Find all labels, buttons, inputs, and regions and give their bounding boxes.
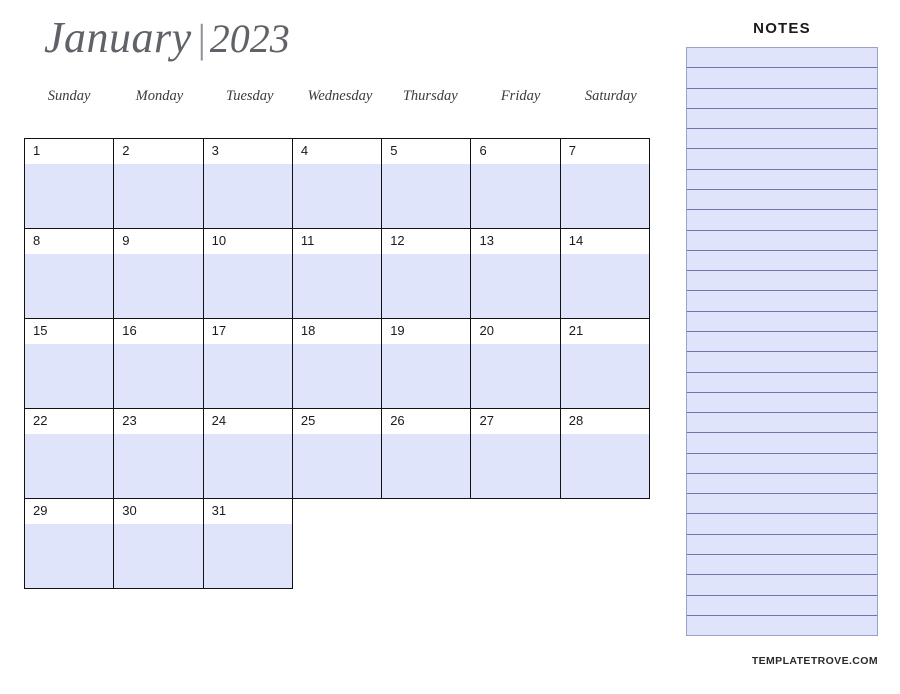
day-note-area[interactable] (204, 524, 292, 588)
day-number: 21 (568, 323, 584, 338)
title-month: January (44, 13, 192, 62)
site-credit: TEMPLATETROVE.COM (751, 655, 878, 667)
note-line[interactable] (687, 190, 877, 210)
day-note-area[interactable] (114, 254, 202, 318)
weekday-header-row (24, 88, 656, 105)
day-note-area[interactable] (471, 344, 559, 408)
note-line[interactable] (687, 89, 877, 109)
day-note-area[interactable] (204, 434, 292, 498)
day-note-area[interactable] (382, 344, 470, 408)
day-note-area[interactable] (25, 344, 113, 408)
day-cell[interactable] (381, 228, 471, 319)
weekday-thursday: Thursday (402, 88, 458, 104)
day-cell[interactable] (203, 498, 293, 589)
day-note-area[interactable] (114, 344, 202, 408)
day-cell[interactable] (381, 408, 471, 499)
note-line[interactable] (687, 210, 877, 230)
page-title (44, 12, 290, 63)
day-cell-empty (292, 498, 382, 589)
day-number: 25 (300, 413, 316, 428)
day-cell[interactable] (470, 228, 560, 319)
day-number: 7 (568, 143, 577, 158)
day-cell[interactable] (113, 498, 203, 589)
day-number: 9 (122, 233, 130, 248)
day-note-area[interactable] (561, 164, 649, 228)
note-line[interactable] (687, 109, 877, 129)
note-line[interactable] (687, 413, 877, 433)
day-cell[interactable] (470, 408, 560, 499)
week-row (24, 138, 656, 228)
title-year: 2023 (209, 16, 290, 61)
day-note-area[interactable] (382, 254, 470, 318)
day-cell[interactable] (203, 318, 293, 409)
note-line[interactable] (687, 373, 877, 393)
day-number: 23 (122, 413, 137, 428)
day-note-area[interactable] (471, 164, 559, 228)
day-number: 13 (479, 233, 494, 248)
day-number: 4 (300, 143, 309, 158)
day-number: 22 (33, 413, 48, 428)
day-cell[interactable] (113, 408, 203, 499)
weekday-wednesday: Wednesday (307, 88, 373, 104)
day-number: 24 (211, 413, 227, 428)
notes-panel (686, 20, 878, 636)
note-line[interactable] (687, 129, 877, 149)
day-number: 18 (300, 323, 316, 338)
day-note-area[interactable] (293, 344, 381, 408)
day-cell[interactable] (470, 318, 560, 409)
week-row (24, 318, 656, 408)
note-line[interactable] (687, 271, 877, 291)
day-cell[interactable] (113, 228, 203, 319)
day-number: 17 (211, 323, 227, 338)
title-separator: | (197, 16, 206, 61)
week-row (24, 408, 656, 498)
day-note-area[interactable] (382, 434, 470, 498)
day-number: 28 (568, 413, 584, 428)
day-note-area[interactable] (204, 164, 292, 228)
day-cell[interactable] (24, 318, 114, 409)
day-cell[interactable] (113, 138, 203, 229)
day-cell[interactable] (292, 228, 382, 319)
day-number: 12 (390, 233, 405, 248)
day-cell-empty (381, 498, 471, 589)
day-cell[interactable] (381, 318, 471, 409)
note-line[interactable] (687, 433, 877, 453)
day-cell[interactable] (24, 228, 114, 319)
note-line[interactable] (687, 332, 877, 352)
day-note-area[interactable] (114, 524, 202, 588)
day-cell[interactable] (560, 228, 650, 319)
day-cell-empty (470, 498, 560, 589)
notes-title: NOTES (753, 20, 811, 37)
day-number: 14 (568, 233, 584, 248)
day-number: 10 (211, 233, 227, 248)
note-line[interactable] (687, 251, 877, 271)
day-number: 6 (479, 143, 487, 158)
day-cell[interactable] (560, 408, 650, 499)
calendar-grid (24, 138, 656, 588)
day-cell[interactable] (24, 408, 114, 499)
note-line[interactable] (687, 48, 877, 68)
day-note-area[interactable] (382, 164, 470, 228)
day-number: 8 (33, 233, 41, 248)
day-cell[interactable] (203, 408, 293, 499)
day-note-area[interactable] (561, 254, 649, 318)
day-note-area[interactable] (25, 164, 113, 228)
day-number: 16 (122, 323, 137, 338)
weekday-sunday: Sunday (47, 88, 91, 104)
day-cell[interactable] (470, 138, 560, 229)
note-line[interactable] (687, 535, 877, 555)
note-line[interactable] (687, 149, 877, 169)
day-cell[interactable] (203, 228, 293, 319)
note-line[interactable] (687, 352, 877, 372)
day-note-area[interactable] (293, 434, 381, 498)
day-note-area[interactable] (114, 164, 202, 228)
day-number: 5 (390, 143, 398, 158)
day-note-area[interactable] (561, 344, 649, 408)
day-cell[interactable] (24, 498, 114, 589)
day-note-area[interactable] (293, 254, 381, 318)
weekday-tuesday: Tuesday (225, 88, 274, 104)
week-row (24, 498, 656, 588)
day-number: 27 (479, 413, 494, 428)
day-cell[interactable] (24, 138, 114, 229)
weekday-monday: Monday (135, 88, 184, 104)
day-note-area[interactable] (561, 434, 649, 498)
day-number: 31 (211, 503, 227, 518)
day-cell[interactable] (292, 318, 382, 409)
note-line[interactable] (687, 555, 877, 575)
note-line[interactable] (687, 494, 877, 514)
note-line[interactable] (687, 393, 877, 413)
day-number: 20 (479, 323, 494, 338)
day-number: 30 (122, 503, 137, 518)
note-line[interactable] (687, 170, 877, 190)
week-row (24, 228, 656, 318)
weekday-friday: Friday (500, 88, 541, 104)
day-note-area[interactable] (204, 254, 292, 318)
note-line[interactable] (687, 312, 877, 332)
day-cell[interactable] (292, 408, 382, 499)
day-cell[interactable] (560, 318, 650, 409)
day-number: 15 (33, 323, 48, 338)
note-line[interactable] (687, 596, 877, 616)
note-line[interactable] (687, 231, 877, 251)
notes-writing-area[interactable] (686, 47, 878, 636)
note-line[interactable] (687, 514, 877, 534)
day-note-area[interactable] (114, 434, 202, 498)
day-cell[interactable] (292, 138, 382, 229)
note-line[interactable] (687, 575, 877, 595)
day-number: 19 (390, 323, 405, 338)
day-number: 26 (390, 413, 405, 428)
day-cell[interactable] (203, 138, 293, 229)
day-number: 11 (300, 233, 315, 248)
weekday-saturday: Saturday (584, 88, 637, 104)
day-number: 1 (33, 143, 41, 158)
note-line[interactable] (687, 454, 877, 474)
day-note-area[interactable] (25, 524, 113, 588)
day-cell-empty (560, 498, 650, 589)
note-line[interactable] (687, 291, 877, 311)
day-note-area[interactable] (293, 164, 381, 228)
day-cell[interactable] (113, 318, 203, 409)
day-note-area[interactable] (204, 344, 292, 408)
note-line[interactable] (687, 68, 877, 88)
day-note-area[interactable] (471, 254, 559, 318)
day-cell[interactable] (560, 138, 650, 229)
note-line[interactable] (687, 616, 877, 635)
note-line[interactable] (687, 474, 877, 494)
day-note-area[interactable] (471, 434, 559, 498)
day-note-area[interactable] (25, 254, 113, 318)
day-number: 29 (33, 503, 48, 518)
day-cell[interactable] (381, 138, 471, 229)
day-note-area[interactable] (25, 434, 113, 498)
day-number: 2 (122, 143, 130, 158)
day-number: 3 (211, 143, 219, 158)
